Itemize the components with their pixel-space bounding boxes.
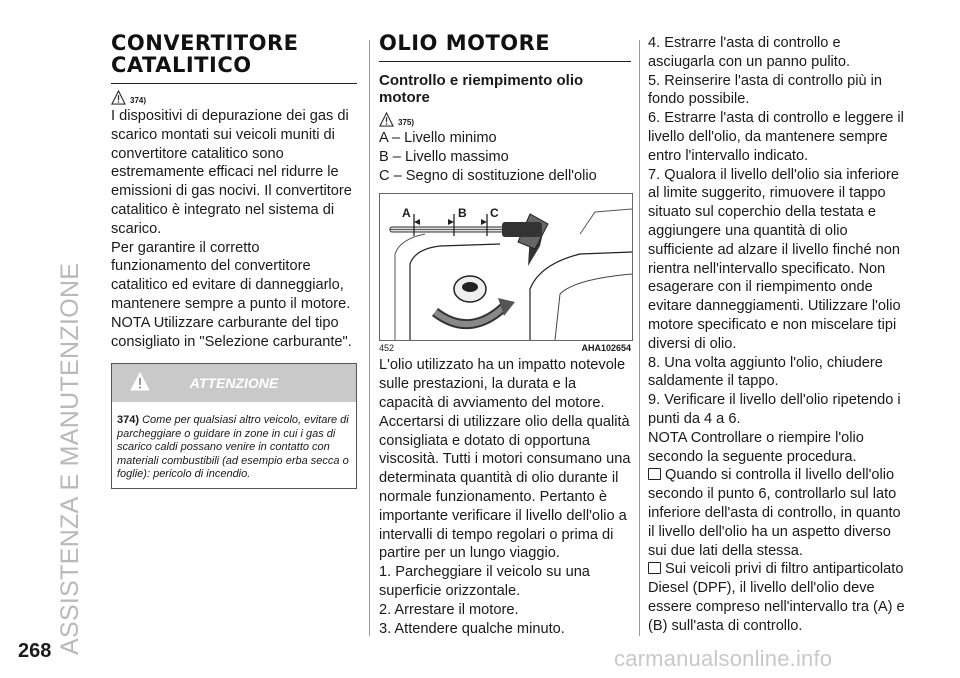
- page-number: 268: [18, 640, 52, 662]
- figure-number: 452: [379, 343, 395, 354]
- warning-triangle-icon: [379, 112, 394, 127]
- step-item: 7. Qualora il livello dell'olio sia inferiore al limite suggerito, rimuovere il tappo situato sul coperchio della testata e aggiungere una quantità di olio sufficiente ad alzare il livello finché non rientra nell'intervallo specificato. Non esagerare con il riempimento onde evitare danneggiamenti. Utilizzare l'olio motore specificato e non miscelare tipi diversi di olio.: [648, 166, 901, 352]
- warning-number: 374): [117, 414, 140, 427]
- dipstick-illustration: [380, 194, 632, 340]
- warning-header: [112, 364, 356, 402]
- paragraph: L'olio utilizzato ha un impatto notevole sulle prestazioni, la durata e la capacità di avviamento del motore. Accertarsi di utilizzare olio della qualità consigliata e dotato di opportuna viscosità. Tutti i motori consumano una determinata quantità di olio durante il normale funzionamento. Pertanto è importante verificare il livello dell'olio a intervalli di tempo regolari o prima di partire per un lungo viaggio.: [379, 357, 631, 562]
- watermark: carmanualsonline.info: [614, 646, 833, 671]
- dipstick-figure: [379, 193, 633, 341]
- step-item: 9. Verificare il livello dell'olio ripetendo i punti da 4 a 6.: [648, 392, 901, 427]
- figure-code: AHA102654: [581, 343, 631, 354]
- warning-ref: [379, 109, 631, 127]
- section-heading-catalytic: [111, 32, 357, 84]
- checkbox-bullet-icon: [648, 562, 661, 574]
- note-paragraph: NOTA Utilizzare carburante del tipo consigliato in "Selezione carburante".: [111, 314, 352, 350]
- warning-title: ATTENZIONE: [189, 375, 279, 392]
- checkbox-bullet-icon: [648, 468, 661, 480]
- figure-label-c: C: [490, 206, 499, 221]
- step-item: 4. Estrarre l'asta di controllo e asciugarla con un panno pulito.: [648, 35, 851, 70]
- warning-body-text: Come per qualsiasi altro veicolo, evitare di parcheggiare o guidare in zone in cui i gas di scarico caldi possano venire in contatto con materiali combustibili (ad esempio erba secca o foglie): pericolo di incendio.: [117, 414, 349, 481]
- note-paragraph: NOTA Controllare o riempire l'olio secondo la seguente procedura.: [648, 429, 864, 465]
- section-title-vertical: ASSISTENZA E MANUTENZIONE: [56, 262, 84, 655]
- bullet-item: [648, 466, 908, 560]
- step-item: 8. Una volta aggiunto l'olio, chiudere saldamente il tappo.: [648, 354, 883, 390]
- warning-ref: [111, 87, 357, 105]
- section-heading-oil: OLIO MOTORE: [379, 32, 631, 62]
- ref-number: 375): [398, 118, 415, 127]
- warning-box: [111, 363, 357, 489]
- heading-line: CONVERTITORE: [111, 31, 299, 55]
- heading-line: CATALITICO: [111, 53, 252, 77]
- warning-text: [112, 402, 356, 488]
- bullet-item: [648, 560, 908, 635]
- column-engine-oil: [379, 32, 631, 638]
- figure-label-b: B: [458, 206, 467, 221]
- subsection-heading: Controllo e riempimento olio motore: [379, 72, 584, 106]
- step-item: 6. Estrarre l'asta di controllo e leggere il livello dell'olio, da mantenere sempre entro l'intervallo indicato.: [648, 110, 904, 164]
- bullet-text: Quando si controlla il livello dell'olio secondo il punto 6, controllarlo sul lato inferiore dell'asta di controllo, in quanto il livello dell'olio ha un aspetto diverso sui due lati della stessa.: [648, 467, 901, 559]
- column-catalytic-converter: [111, 32, 357, 489]
- column-engine-oil-continued: [648, 34, 908, 636]
- step-item: 5. Reinserire l'asta di controllo più in fondo possibile.: [648, 72, 882, 108]
- legend-item: B – Livello massimo: [379, 148, 509, 165]
- figure-caption: [379, 343, 631, 353]
- ref-number: 374): [130, 96, 147, 105]
- paragraph: Per garantire il corretto funzionamento del convertitore catalitico ed evitare di danneggiarlo, mantenere sempre a punto il motore.: [111, 239, 351, 312]
- figure-label-a: A: [402, 206, 411, 221]
- step-item: 1. Parcheggiare il veicolo su una superficie orizzontale.: [379, 564, 590, 599]
- legend-item: C – Segno di sostituzione dell'olio: [379, 167, 597, 184]
- warning-triangle-icon: [111, 90, 126, 105]
- legend-item: A – Livello minimo: [379, 130, 497, 146]
- column-divider: [639, 40, 640, 636]
- column-divider: [369, 40, 370, 636]
- step-item: 2. Arrestare il motore.: [379, 601, 519, 618]
- step-item: 3. Attendere qualche minuto.: [379, 620, 565, 637]
- paragraph: I dispositivi di depurazione dei gas di scarico montati sui veicoli muniti di convertitore catalitico sono estremamente efficaci nel ridurre le emissioni di gas nocivi. Il convertitore catalitico è integrato nel sistema di scarico.: [111, 108, 352, 237]
- bullet-text: Sui veicoli privi di filtro antiparticolato Diesel (DPF), il livello dell'olio deve essere compreso nell'intervallo tra (A) e (B) sull'asta di controllo.: [648, 561, 905, 634]
